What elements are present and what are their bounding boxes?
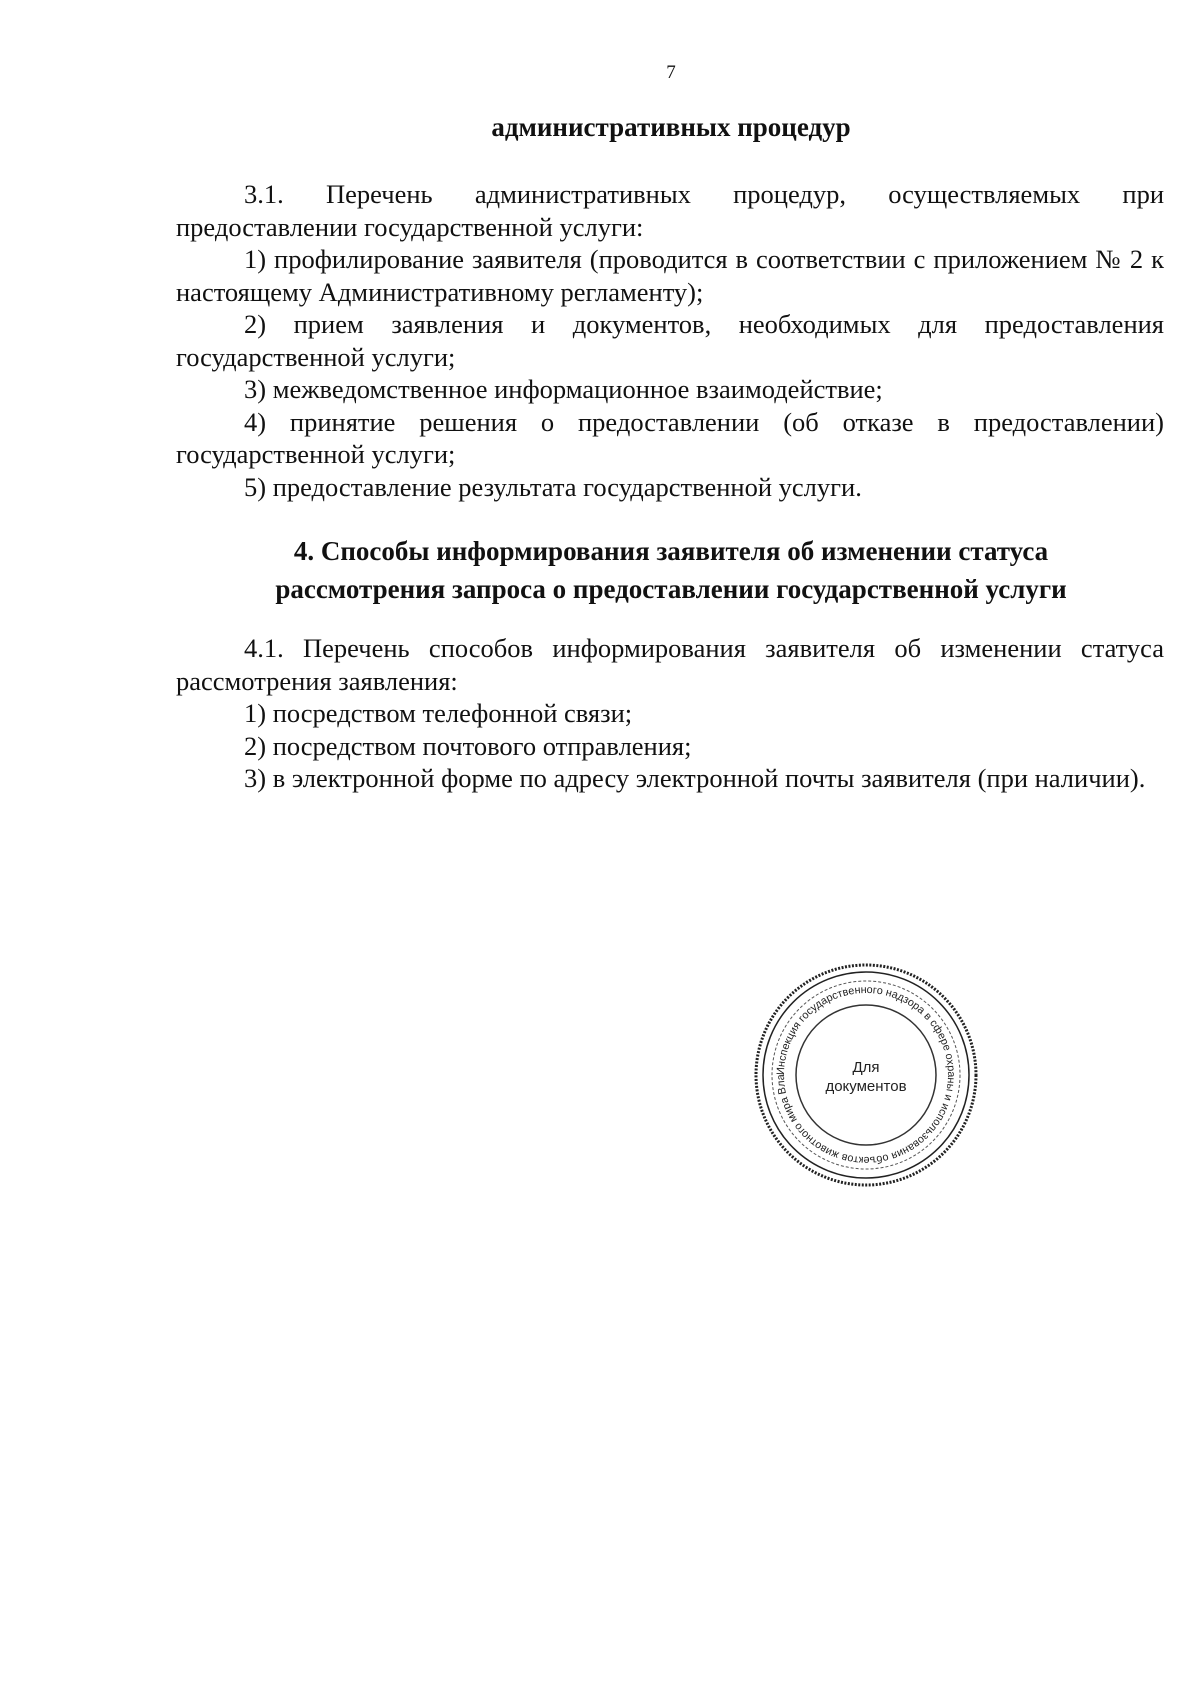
paragraph: 4.1. Перечень способов информирования заявителя об изменении статуса рассмотрения заявления:	[176, 633, 1164, 696]
section-4-body	[176, 632, 1164, 795]
section-4-heading	[0, 532, 1200, 608]
list-item: 1) посредством телефонной связи;	[244, 698, 633, 728]
section-4-heading-line-1: 4. Способы информирования заявителя об изменении статуса	[293, 536, 1049, 566]
stamp-center-line-1: Для	[852, 1059, 880, 1076]
list-item: 3) в электронной форме по адресу электронной почты заявителя (при наличии).	[244, 763, 1146, 793]
list-item: 3) межведомственное информационное взаимодействие;	[244, 374, 883, 404]
list-item: 2) прием заявления и документов, необходимых для предоставления государственной услуги;	[176, 309, 1164, 372]
list-item: 4) принятие решения о предоставлении (об отказе в предоставлении) государственной услуги;	[176, 406, 1164, 469]
paragraph: 3.1. Перечень административных процедур, осуществляемых при предоставлении государственной услуги:	[176, 179, 1164, 242]
stamp-seal-icon	[751, 960, 981, 1190]
stamp-center-line-2: документов	[825, 1078, 907, 1095]
list-item: 5) предоставление результата государственной услуги.	[244, 471, 862, 502]
section-4-heading-line-2: рассмотрения запроса о предоставлении государственной услуги	[275, 574, 1067, 604]
official-stamp	[751, 960, 981, 1190]
section-3-heading: административных процедур	[491, 112, 851, 142]
stamp-outer-text: Инспекция государственного надзора в сфере охраны и использования объектов животного мира Вла	[774, 983, 958, 1167]
page-number: 7	[666, 62, 676, 83]
list-item: 2) посредством почтового отправления;	[244, 730, 692, 761]
list-item: 1) профилирование заявителя (проводится в соответствии с приложением № 2 к настоящему Административному регламенту);	[176, 244, 1164, 307]
section-3-body	[176, 178, 1164, 503]
